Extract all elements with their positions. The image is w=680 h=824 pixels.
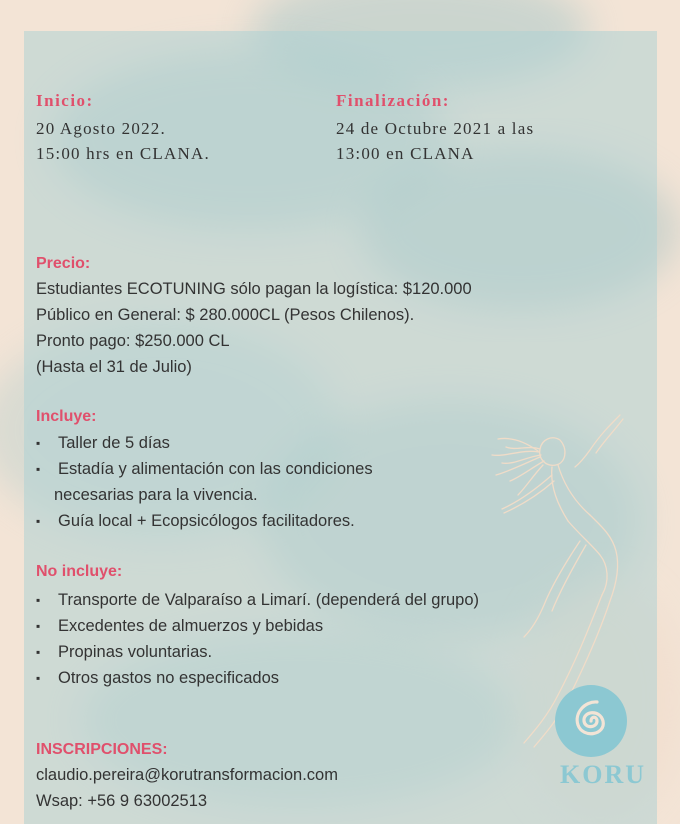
list-item-continuation: necesarias para la vivencia. bbox=[54, 486, 258, 504]
bullet-icon: ▪ bbox=[36, 462, 41, 476]
inscripciones-title: INSCRIPCIONES: bbox=[36, 741, 168, 758]
no-incluye-list bbox=[36, 587, 479, 691]
inscripciones-section bbox=[36, 741, 338, 814]
precio-section bbox=[36, 255, 472, 380]
contact-whatsapp[interactable]: Wsap: +56 9 63002513 bbox=[36, 792, 208, 810]
list-item: ▪ Propinas voluntarias. bbox=[36, 639, 479, 665]
precio-title: Precio: bbox=[36, 255, 91, 272]
incluye-list bbox=[36, 430, 373, 534]
bullet-icon: ▪ bbox=[36, 593, 41, 607]
inicio-label: Inicio: bbox=[36, 91, 94, 110]
incluye-section bbox=[36, 408, 373, 534]
finalizacion-time: 13:00 en CLANA bbox=[336, 144, 475, 163]
incluye-title: Incluye: bbox=[36, 408, 97, 425]
list-item: ▪ Otros gastos no especificados bbox=[36, 665, 479, 691]
precio-line: Estudiantes ECOTUNING sólo pagan la logística: $120.000 bbox=[36, 280, 472, 298]
inicio-time: 15:00 hrs en CLANA. bbox=[36, 144, 210, 163]
koru-logo-text: KORU bbox=[560, 760, 646, 789]
list-item: ▪ Guía local + Ecopsicólogos facilitadores. bbox=[36, 508, 373, 534]
precio-line: (Hasta el 31 de Julio) bbox=[36, 358, 192, 376]
list-item: ▪ Transporte de Valparaíso a Limarí. (dependerá del grupo) bbox=[36, 587, 479, 613]
list-item: ▪ Estadía y alimentación con las condiciones bbox=[36, 456, 373, 482]
no-incluye-title: No incluye: bbox=[36, 563, 123, 580]
bullet-icon: ▪ bbox=[36, 619, 41, 633]
bullet-icon: ▪ bbox=[36, 514, 41, 528]
contact-email[interactable]: claudio.pereira@korutransformacion.com bbox=[36, 766, 338, 784]
koru-spiral-icon bbox=[553, 683, 629, 759]
no-incluye-section bbox=[36, 563, 479, 691]
precio-line: Pronto pago: $250.000 CL bbox=[36, 332, 230, 350]
bullet-icon: ▪ bbox=[36, 645, 41, 659]
bullet-icon: ▪ bbox=[36, 671, 41, 685]
finalizacion-label: Finalización: bbox=[336, 91, 450, 110]
inicio-date: 20 Agosto 2022. bbox=[36, 119, 166, 138]
bullet-icon: ▪ bbox=[36, 436, 41, 450]
finalizacion-date: 24 de Octubre 2021 a las bbox=[336, 119, 535, 138]
precio-line: Público en General: $ 280.000CL (Pesos Chilenos). bbox=[36, 306, 415, 324]
list-item: ▪ Taller de 5 días bbox=[36, 430, 373, 456]
list-item: ▪ Excedentes de almuerzos y bebidas bbox=[36, 613, 479, 639]
